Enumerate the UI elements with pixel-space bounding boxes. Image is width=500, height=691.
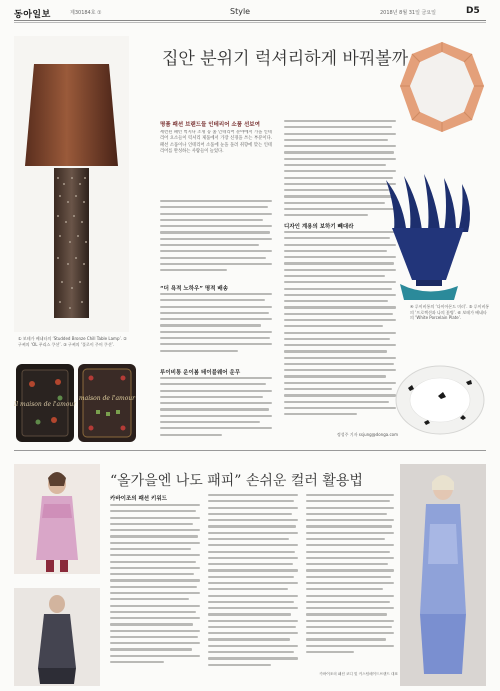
- cushion-photo-1: [14, 362, 76, 444]
- newspaper-logo: 동아일보: [14, 10, 51, 20]
- right-caption: ④ 루이비통의 ‘다이아몬드 미러’. ⑤ 루이비통의 ‘프로젝션과 나의 꽃병’. ⑥ 보테가 베네타의 ‘White Porcelain Plate’.: [410, 304, 490, 321]
- story1-col1-body: [160, 200, 272, 280]
- header-rule: [14, 20, 486, 21]
- runway-photo-2: [400, 464, 486, 686]
- issue-number: 제30184호 ①: [70, 10, 102, 16]
- story2-column-label: 카바이조의 패션 키워드: [110, 496, 167, 502]
- cushion-photo-2: [76, 362, 138, 444]
- runway-photo-1: [14, 464, 100, 574]
- cushion2-script: maison de l'amour: [78, 395, 136, 402]
- story2-col3-body: [306, 494, 394, 670]
- section-title: Style: [230, 7, 251, 16]
- story1-subhead-2: “더 욕적 노하우” 명적 배송: [160, 286, 229, 292]
- story2-col2-body: [208, 494, 298, 684]
- mirror-photo: [394, 36, 490, 148]
- story2-credit: 카바이조의 패션 코디 및 커스텀메이드브랜드 대표: [319, 672, 398, 676]
- lamp-photo: [14, 36, 129, 332]
- issue-date: 2018년 8월 31일 금요일: [380, 10, 437, 16]
- story1-subhead-4: 디자인 계용의 보하기 빼대라: [284, 224, 354, 230]
- header-rule-thin: [14, 22, 486, 23]
- page-number: D5: [466, 6, 480, 16]
- vase-photo: [366, 170, 486, 306]
- lamp-illustration: [14, 36, 129, 332]
- story1-lead: 세련된 패턴 벽지나 조명 등 홈 인테리어 분야에서 가을 인테리어 요소들이 럭셔리 제품에서 가장 신경을 쓰는 부분이다. 패션 소품이나 인테리어 소품에 눈을 돌려 취향에 맞는 인테리어를 완성하는 사람들이 늘었다.: [160, 130, 272, 154]
- story1-subhead: 명품 패션 브랜드들 인테리어 소품 선보여: [160, 122, 260, 128]
- story1-subhead-3: 루이비통 운이봄 테이블웨어 운무: [160, 370, 241, 376]
- story2-headline: “올가을엔 나도 패피” 손쉬운 컬러 활용법: [110, 473, 363, 489]
- story2-col1-body: [110, 504, 200, 684]
- lamp-caption: ① 보테가 베네타의 ‘Studded Bronze Chill Table Lamp’. ② 구찌의 ‘OL 푸리스 쿠션’. ③ 구찌의 ‘폴로이 주머 쿠션’.: [18, 336, 127, 347]
- story1-byline: 정성주 기자 ssjung@donga.com: [336, 432, 398, 437]
- plate-photo: [394, 330, 486, 442]
- story1-headline: 집안 분위기 럭셔리하게 바꿔볼까: [162, 49, 409, 69]
- story1-col1-body-2: [160, 293, 272, 363]
- cushion1-script: Il maison de l'amour: [14, 401, 76, 408]
- story1-col1-body-3: [160, 377, 272, 443]
- runway-photo-3: [14, 588, 100, 686]
- section-divider: [14, 450, 486, 451]
